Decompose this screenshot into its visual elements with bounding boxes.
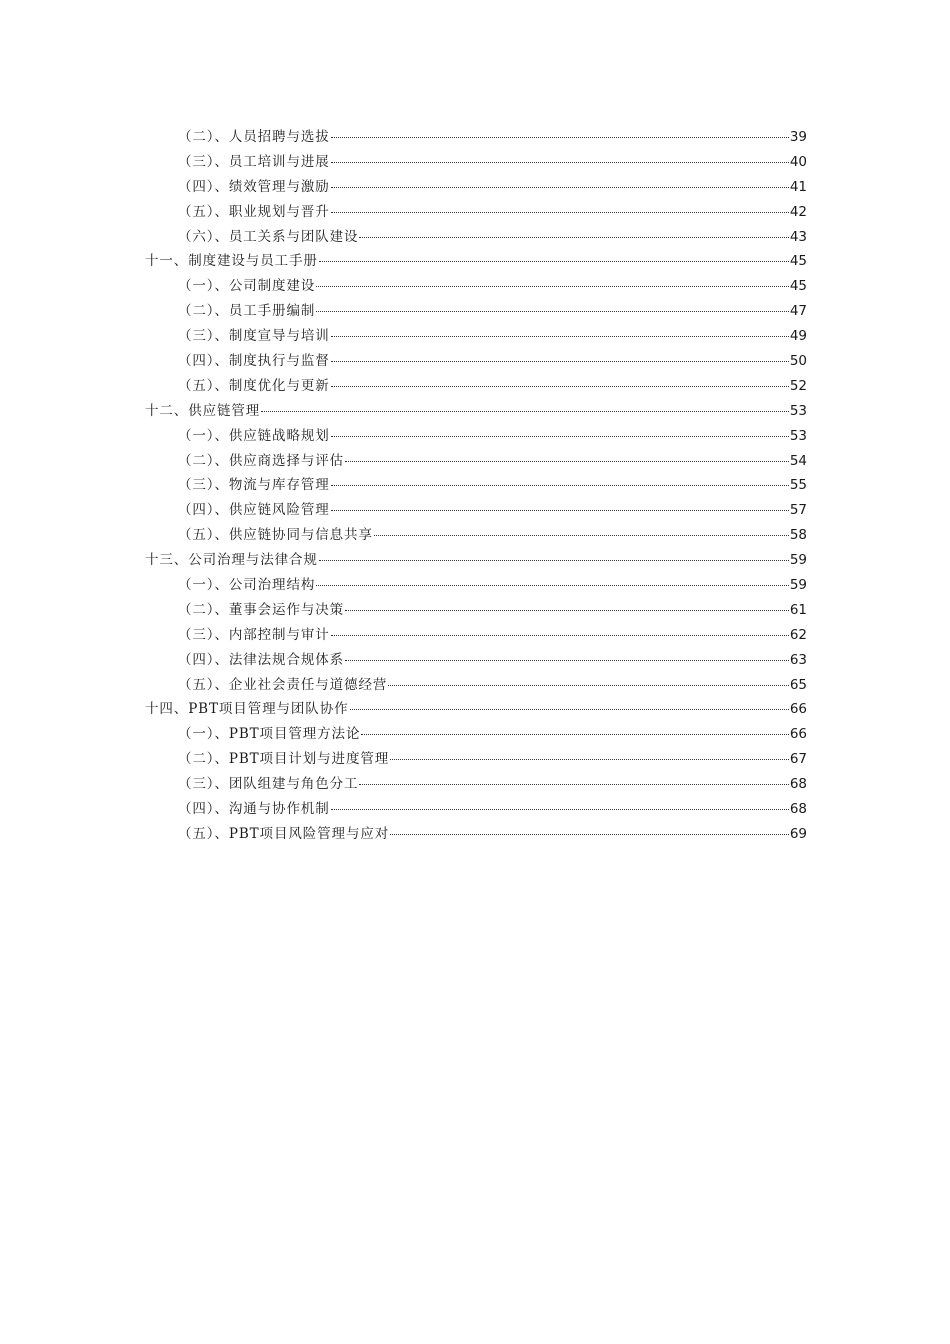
toc-dot-leader	[319, 560, 789, 561]
toc-page-number: 59	[789, 552, 807, 569]
toc-entry-title: （五）、企业社会责任与道德经营	[178, 676, 388, 693]
toc-page-number: 53	[789, 427, 807, 444]
toc-page-number: 45	[789, 253, 807, 270]
toc-entry-title: 十四、PBT项目管理与团队协作	[145, 701, 349, 718]
toc-section-entry[interactable]	[145, 648, 807, 673]
toc-section-entry[interactable]	[145, 598, 807, 623]
toc-dot-leader	[331, 386, 789, 387]
table-of-contents	[145, 125, 807, 847]
toc-section-entry[interactable]	[145, 573, 807, 598]
toc-entry-title: （五）、PBT项目风险管理与应对	[178, 825, 390, 842]
toc-dot-leader	[374, 535, 789, 536]
toc-chapter-entry[interactable]	[145, 249, 807, 274]
toc-dot-leader	[331, 436, 789, 437]
toc-dot-leader	[316, 311, 789, 312]
toc-section-entry[interactable]	[145, 374, 807, 399]
toc-dot-leader	[345, 660, 789, 661]
toc-dot-leader	[331, 162, 789, 163]
toc-page-number: 43	[789, 228, 807, 245]
toc-section-entry[interactable]	[145, 772, 807, 797]
toc-page-number: 45	[789, 278, 807, 295]
toc-section-entry[interactable]	[145, 523, 807, 548]
toc-page-number: 65	[789, 676, 807, 693]
toc-dot-leader	[261, 411, 789, 412]
toc-section-entry[interactable]	[145, 175, 807, 200]
toc-entry-title: （二）、董事会运作与决策	[178, 601, 345, 618]
toc-dot-leader	[388, 685, 789, 686]
toc-entry-title: 十三、公司治理与法律合规	[145, 552, 318, 569]
toc-entry-title: （二）、人员招聘与选拔	[178, 129, 330, 145]
toc-page-number: 42	[789, 203, 807, 220]
toc-entry-title: （三）、物流与库存管理	[178, 477, 330, 494]
toc-dot-leader	[319, 261, 789, 262]
toc-entry-title: （三）、内部控制与审计	[178, 626, 330, 643]
toc-page-number: 41	[789, 178, 807, 195]
toc-page-number: 40	[789, 153, 807, 170]
toc-dot-leader	[331, 510, 789, 511]
toc-entry-title: （三）、制度宣导与培训	[178, 328, 330, 345]
toc-dot-leader	[345, 461, 789, 462]
toc-page-number: 39	[789, 129, 807, 145]
toc-section-entry[interactable]	[145, 449, 807, 474]
toc-entry-title: （一）、供应链战略规划	[178, 427, 330, 444]
toc-section-entry[interactable]	[145, 722, 807, 747]
toc-section-entry[interactable]	[145, 274, 807, 299]
toc-page-number: 52	[789, 377, 807, 394]
toc-dot-leader	[390, 759, 789, 760]
toc-dot-leader	[331, 212, 789, 213]
toc-page-number: 54	[789, 452, 807, 469]
toc-entry-title: （一）、公司制度建设	[178, 278, 316, 295]
toc-entry-title: （六）、员工关系与团队建设	[178, 228, 359, 245]
toc-section-entry[interactable]	[145, 299, 807, 324]
toc-page-number: 66	[789, 726, 807, 743]
toc-section-entry[interactable]	[145, 424, 807, 449]
toc-page-number: 55	[789, 477, 807, 494]
toc-entry-title: （四）、绩效管理与激励	[178, 178, 330, 195]
toc-page-number: 63	[789, 651, 807, 668]
toc-section-entry[interactable]	[145, 822, 807, 847]
toc-entry-title: （二）、员工手册编制	[178, 303, 316, 320]
toc-section-entry[interactable]	[145, 150, 807, 175]
toc-entry-title: （一）、公司治理结构	[178, 577, 316, 594]
toc-section-entry[interactable]	[145, 747, 807, 772]
toc-page-number: 69	[789, 825, 807, 842]
toc-dot-leader	[331, 635, 789, 636]
toc-entry-title: （二）、PBT项目计划与进度管理	[178, 751, 390, 768]
toc-entry-title: 十一、制度建设与员工手册	[145, 253, 318, 270]
toc-entry-title: （五）、职业规划与晋升	[178, 203, 330, 220]
toc-dot-leader	[359, 237, 788, 238]
toc-entry-title: （四）、沟通与协作机制	[178, 801, 330, 818]
toc-dot-leader	[331, 187, 789, 188]
toc-entry-title: （四）、制度执行与监督	[178, 353, 330, 370]
toc-section-entry[interactable]	[145, 349, 807, 374]
toc-page-number: 66	[789, 701, 807, 718]
toc-dot-leader	[331, 137, 789, 138]
toc-section-entry[interactable]	[145, 125, 807, 150]
toc-entry-title: （四）、供应链风险管理	[178, 502, 330, 519]
toc-page-number: 68	[789, 776, 807, 793]
toc-page-number: 53	[789, 402, 807, 419]
toc-chapter-entry[interactable]	[145, 548, 807, 573]
toc-section-entry[interactable]	[145, 200, 807, 225]
toc-dot-leader	[331, 336, 789, 337]
toc-page-number: 68	[789, 801, 807, 818]
toc-section-entry[interactable]	[145, 623, 807, 648]
toc-section-entry[interactable]	[145, 225, 807, 250]
toc-entry-title: （三）、团队组建与角色分工	[178, 776, 359, 793]
toc-page-number: 67	[789, 751, 807, 768]
toc-dot-leader	[331, 809, 789, 810]
toc-dot-leader	[331, 485, 789, 486]
toc-entry-title: （五）、供应链协同与信息共享	[178, 527, 373, 544]
toc-dot-leader	[361, 734, 788, 735]
toc-chapter-entry[interactable]	[145, 697, 807, 722]
toc-dot-leader	[345, 610, 789, 611]
toc-page-number: 62	[789, 626, 807, 643]
toc-page-number: 57	[789, 502, 807, 519]
toc-page-number: 50	[789, 353, 807, 370]
toc-section-entry[interactable]	[145, 797, 807, 822]
toc-entry-title: （四）、法律法规合规体系	[178, 651, 345, 668]
toc-page-number: 47	[789, 303, 807, 320]
toc-dot-leader	[359, 784, 788, 785]
toc-section-entry[interactable]	[145, 498, 807, 523]
toc-section-entry[interactable]	[145, 473, 807, 498]
toc-entry-title: 十二、供应链管理	[145, 402, 261, 419]
toc-page-number: 59	[789, 577, 807, 594]
toc-section-entry[interactable]	[145, 324, 807, 349]
toc-page-number: 58	[789, 527, 807, 544]
toc-dot-leader	[316, 286, 789, 287]
toc-entry-title: （二）、供应商选择与评估	[178, 452, 345, 469]
toc-section-entry[interactable]	[145, 673, 807, 698]
toc-entry-title: （五）、制度优化与更新	[178, 377, 330, 394]
toc-chapter-entry[interactable]	[145, 399, 807, 424]
toc-entry-title: （一）、PBT项目管理方法论	[178, 726, 361, 743]
toc-dot-leader	[350, 709, 789, 710]
toc-page-number: 61	[789, 601, 807, 618]
toc-dot-leader	[390, 834, 789, 835]
toc-dot-leader	[331, 361, 789, 362]
toc-page-number: 49	[789, 328, 807, 345]
toc-entry-title: （三）、员工培训与进展	[178, 153, 330, 170]
toc-dot-leader	[316, 585, 789, 586]
